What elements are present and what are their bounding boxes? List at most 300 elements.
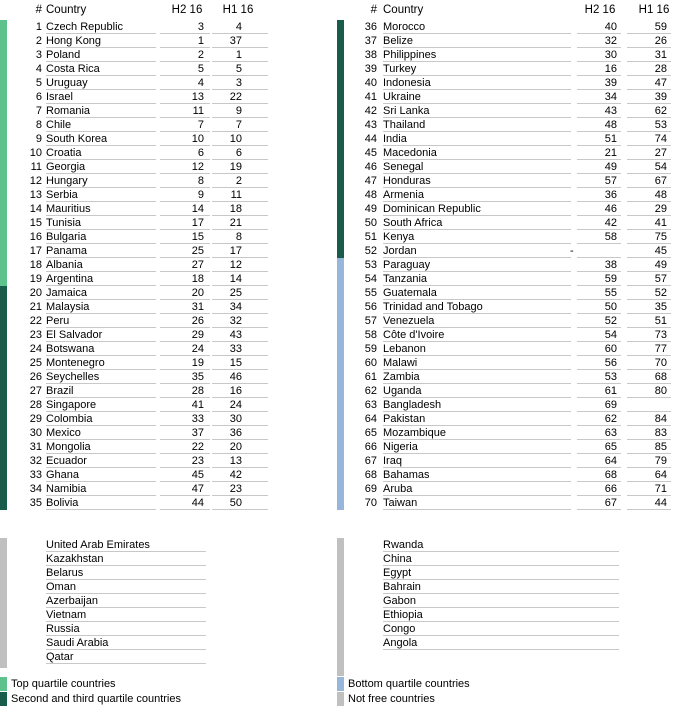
legend-swatch-top xyxy=(0,677,7,691)
h1-16-cell: 73 xyxy=(654,329,667,341)
rank-cell: 57 xyxy=(364,315,377,327)
rank-cell: 33 xyxy=(29,469,42,481)
h1-16-cell: 17 xyxy=(229,245,242,257)
h2-16-cell: 21 xyxy=(604,147,617,159)
country-cell: Romania xyxy=(46,105,91,117)
country-cell: Tanzania xyxy=(383,273,428,285)
h1-16-cell: 68 xyxy=(654,371,667,383)
h1-16-cell: 43 xyxy=(229,329,242,341)
h2-16-cell: 65 xyxy=(604,441,617,453)
h1-16-cell: 42 xyxy=(229,469,242,481)
table-row xyxy=(0,286,270,300)
not-free-country: Oman xyxy=(46,581,76,593)
country-cell: Mexico xyxy=(46,427,81,439)
h2-16-cell: 67 xyxy=(604,497,617,509)
rank-cell: 37 xyxy=(364,35,377,47)
not-free-country: Azerbaijan xyxy=(46,595,98,607)
country-cell: Costa Rica xyxy=(46,63,100,75)
h1-16-cell: 36 xyxy=(229,427,242,439)
country-cell: Uruguay xyxy=(46,77,88,89)
row-divider xyxy=(46,509,156,510)
table-row xyxy=(0,426,270,440)
row-divider xyxy=(383,593,619,594)
table-row xyxy=(337,216,690,230)
rank-cell: 30 xyxy=(29,427,42,439)
table-row xyxy=(337,272,690,286)
h2-16-cell: 8 xyxy=(197,175,204,187)
rank-cell: 46 xyxy=(364,161,377,173)
not-free-country: Angola xyxy=(383,637,418,649)
country-cell: Peru xyxy=(46,315,70,327)
rank-cell: 13 xyxy=(29,189,42,201)
h2-16-cell: 23 xyxy=(191,455,204,467)
table-row xyxy=(337,174,690,188)
h1-16-cell: 33 xyxy=(229,343,242,355)
h2-16-cell: 37 xyxy=(191,427,204,439)
h1-16-cell: 34 xyxy=(229,301,242,313)
rank-cell: 54 xyxy=(364,273,377,285)
h2-16-cell: 22 xyxy=(191,441,204,453)
h2-16-cell: 32 xyxy=(604,35,617,47)
table-row xyxy=(337,132,690,146)
h2-16-cell: - xyxy=(570,245,574,257)
not-free-country: Bahrain xyxy=(383,581,421,593)
table-row xyxy=(337,230,690,244)
table-row xyxy=(337,76,690,90)
table-row xyxy=(0,104,270,118)
h1-16-cell: 84 xyxy=(654,413,667,425)
h2-16-cell: 36 xyxy=(604,189,617,201)
h1-16-cell: 11 xyxy=(230,189,242,201)
h1-16-cell: 37 xyxy=(229,35,242,47)
rank-cell: 65 xyxy=(364,427,377,439)
table-row xyxy=(0,216,270,230)
h1-16-cell: 32 xyxy=(229,315,242,327)
not-free-country: Ethiopia xyxy=(383,609,423,621)
rank-cell: 38 xyxy=(364,49,377,61)
rank-cell: 11 xyxy=(30,161,42,173)
country-cell: Bulgaria xyxy=(46,231,87,243)
country-cell: Poland xyxy=(46,49,81,61)
rank-cell: 55 xyxy=(364,287,377,299)
rank-cell: 23 xyxy=(29,329,42,341)
h1-16-cell: 57 xyxy=(654,273,667,285)
h1-16-cell: 35 xyxy=(654,301,667,313)
country-cell: Albania xyxy=(46,259,83,271)
h2-16-cell: 15 xyxy=(191,231,204,243)
country-cell: Uganda xyxy=(383,385,422,397)
country-cell: Venezuela xyxy=(383,315,435,327)
rank-cell: 18 xyxy=(29,259,42,271)
country-cell: Senegal xyxy=(383,161,424,173)
country-cell: Nigeria xyxy=(383,441,418,453)
table-row xyxy=(0,48,270,62)
table-row xyxy=(337,468,690,482)
rank-cell: 36 xyxy=(364,21,377,33)
country-cell: Thailand xyxy=(383,119,426,131)
row-divider xyxy=(383,509,571,510)
right-ranking-table xyxy=(337,2,690,512)
table-row xyxy=(337,146,690,160)
country-cell: Panama xyxy=(46,245,87,257)
h2-16-cell: 34 xyxy=(604,91,617,103)
h2-16-cell: 52 xyxy=(604,315,617,327)
rank-cell: 27 xyxy=(29,385,42,397)
row-divider xyxy=(383,649,619,650)
country-cell: South Korea xyxy=(46,133,108,145)
table-row xyxy=(0,272,270,286)
rank-cell: 45 xyxy=(364,147,377,159)
country-cell: Mozambique xyxy=(383,427,446,439)
h1-16-cell: 13 xyxy=(229,455,242,467)
table-row xyxy=(0,468,270,482)
country-cell: Czech Republic xyxy=(46,21,124,33)
rank-cell: 20 xyxy=(29,287,42,299)
table-row xyxy=(0,188,270,202)
table-row xyxy=(337,188,690,202)
h1-16-cell: 14 xyxy=(229,273,242,285)
country-cell: Ecuador xyxy=(46,455,87,467)
h1-16-cell: 67 xyxy=(654,175,667,187)
rank-cell: 50 xyxy=(364,217,377,229)
h1-16-cell: 62 xyxy=(654,105,667,117)
country-cell: Colombia xyxy=(46,413,93,425)
h2-16-cell: 20 xyxy=(191,287,204,299)
h1-16-cell: 31 xyxy=(654,49,667,61)
rank-cell: 32 xyxy=(29,455,42,467)
h1-16-cell: 51 xyxy=(654,315,667,327)
rank-cell: 9 xyxy=(35,133,42,145)
table-row xyxy=(337,398,690,412)
rank-cell: 7 xyxy=(35,105,42,117)
h1-16-cell: 12 xyxy=(229,259,242,271)
h1-16-cell: 39 xyxy=(654,91,667,103)
not-free-country: Kazakhstan xyxy=(46,553,104,565)
h2-16-cell: 69 xyxy=(604,399,617,411)
rank-cell: 22 xyxy=(29,315,42,327)
table-row xyxy=(337,118,690,132)
rank-cell: 29 xyxy=(29,413,42,425)
rank-cell: 2 xyxy=(35,35,42,47)
not-free-country: Congo xyxy=(383,623,416,635)
h2-16-cell: 46 xyxy=(604,203,617,215)
row-divider xyxy=(160,509,210,510)
rank-cell: 66 xyxy=(364,441,377,453)
h2-16-cell: 18 xyxy=(191,273,204,285)
h2-16-cell: 28 xyxy=(191,385,204,397)
h1-16-cell: 20 xyxy=(229,441,242,453)
not-free-country: United Arab Emirates xyxy=(46,539,150,551)
table-row xyxy=(337,34,690,48)
country-cell: Dominican Republic xyxy=(383,203,481,215)
rank-cell: 49 xyxy=(364,203,377,215)
table-row xyxy=(337,370,690,384)
table-row xyxy=(0,34,270,48)
h2-16-cell: 43 xyxy=(604,105,617,117)
h1-16-cell: 64 xyxy=(654,469,667,481)
not-free-country: Saudi Arabia xyxy=(46,637,109,649)
table-row xyxy=(0,76,270,90)
row-divider xyxy=(383,565,619,566)
rank-cell: 67 xyxy=(364,455,377,467)
rank-cell: 59 xyxy=(364,343,377,355)
rank-cell: 35 xyxy=(29,497,42,509)
h1-16-cell: 18 xyxy=(229,203,242,215)
h2-16-cell: 27 xyxy=(191,259,204,271)
table-row xyxy=(337,342,690,356)
rank-cell: 47 xyxy=(364,175,377,187)
h1-16-cell: 4 xyxy=(235,21,242,33)
table-row xyxy=(337,258,690,272)
table-row xyxy=(0,482,270,496)
rank-cell: 53 xyxy=(364,259,377,271)
h2-16-cell: 51 xyxy=(604,133,617,145)
country-cell: Georgia xyxy=(46,161,86,173)
h1-16-cell: 19 xyxy=(229,161,242,173)
country-cell: Jordan xyxy=(383,245,417,257)
table-row xyxy=(337,482,690,496)
rank-cell: 25 xyxy=(29,357,42,369)
h1-16-cell: 44 xyxy=(654,497,667,509)
table-row xyxy=(337,48,690,62)
h1-16-cell: 23 xyxy=(229,483,242,495)
country-cell: Lebanon xyxy=(383,343,426,355)
country-cell: Hungary xyxy=(46,175,88,187)
rank-cell: 63 xyxy=(364,399,377,411)
h2-16-cell: 54 xyxy=(604,329,617,341)
h1-16-header: H1 16 xyxy=(638,4,670,16)
h2-16-cell: 45 xyxy=(191,469,204,481)
h1-16-cell: 71 xyxy=(654,483,667,495)
h2-16-cell: 38 xyxy=(604,259,617,271)
table-row xyxy=(337,244,690,258)
h2-16-cell: 66 xyxy=(604,483,617,495)
not-free-country: Qatar xyxy=(46,651,74,663)
h1-16-cell: 8 xyxy=(235,231,242,243)
table-row xyxy=(0,440,270,454)
country-cell: Serbia xyxy=(46,189,78,201)
h1-16-cell: 1 xyxy=(235,49,242,61)
h2-16-cell: 24 xyxy=(191,343,204,355)
legend xyxy=(0,676,690,708)
h2-16-cell: 7 xyxy=(197,119,204,131)
rank-cell: 44 xyxy=(364,133,377,145)
h1-16-cell: 53 xyxy=(654,119,667,131)
h2-16-cell: 31 xyxy=(191,301,204,313)
h2-16-cell: 9 xyxy=(197,189,204,201)
country-cell: Bahamas xyxy=(383,469,430,481)
country-cell: Mongolia xyxy=(46,441,91,453)
table-row xyxy=(337,104,690,118)
row-divider xyxy=(627,509,671,510)
h2-16-cell: 50 xyxy=(604,301,617,313)
legend-swatch-bottom xyxy=(337,677,344,691)
h2-16-cell: 3 xyxy=(197,21,204,33)
country-cell: Malawi xyxy=(383,357,418,369)
country-cell: Zambia xyxy=(383,371,420,383)
table-row xyxy=(337,328,690,342)
country-cell: Argentina xyxy=(46,273,94,285)
h2-16-cell: 60 xyxy=(604,343,617,355)
rank-header: # xyxy=(35,4,42,16)
table-row xyxy=(0,412,270,426)
h2-16-cell: 61 xyxy=(604,385,617,397)
not-free-country: Belarus xyxy=(46,567,84,579)
h2-16-header: H2 16 xyxy=(584,4,616,16)
rank-cell: 42 xyxy=(364,105,377,117)
h2-16-cell: 49 xyxy=(604,161,617,173)
h1-16-cell: 27 xyxy=(654,147,667,159)
country-cell: Sri Lanka xyxy=(383,105,430,117)
country-cell: Kenya xyxy=(383,231,415,243)
h2-16-cell: 40 xyxy=(604,21,617,33)
rank-cell: 58 xyxy=(364,329,377,341)
country-cell: Hong Kong xyxy=(46,35,102,47)
h1-16-cell: 29 xyxy=(654,203,667,215)
table-row xyxy=(0,356,270,370)
rank-cell: 43 xyxy=(364,119,377,131)
table-row xyxy=(0,258,270,272)
table-row xyxy=(0,328,270,342)
not-free-country: China xyxy=(383,553,412,565)
h2-16-cell: 39 xyxy=(604,77,617,89)
table-row xyxy=(0,454,270,468)
rank-cell: 62 xyxy=(364,385,377,397)
country-cell: Macedonia xyxy=(383,147,437,159)
rank-cell: 8 xyxy=(35,119,42,131)
h1-16-cell: 41 xyxy=(654,217,667,229)
h1-16-cell: 9 xyxy=(235,105,242,117)
h1-16-cell: 46 xyxy=(229,371,242,383)
rank-cell: 15 xyxy=(29,217,42,229)
rank-cell: 34 xyxy=(29,483,42,495)
h1-16-cell: 83 xyxy=(654,427,667,439)
row-divider xyxy=(212,509,268,510)
table-row xyxy=(0,174,270,188)
table-row xyxy=(337,384,690,398)
h2-16-cell: 29 xyxy=(191,329,204,341)
country-cell: Morocco xyxy=(383,21,426,33)
row-divider xyxy=(383,635,619,636)
rank-cell: 14 xyxy=(29,203,42,215)
table-row xyxy=(0,398,270,412)
table-row xyxy=(0,384,270,398)
country-cell: Bangladesh xyxy=(383,399,442,411)
h2-16-cell: 63 xyxy=(604,427,617,439)
rank-cell: 1 xyxy=(35,21,42,33)
table-row xyxy=(0,20,270,34)
row-divider xyxy=(46,663,206,664)
h2-16-cell: 30 xyxy=(604,49,617,61)
rank-cell: 21 xyxy=(29,301,42,313)
h1-16-cell: 5 xyxy=(235,63,242,75)
table-row xyxy=(337,314,690,328)
h1-16-header: H1 16 xyxy=(222,4,254,16)
table-row xyxy=(337,426,690,440)
h1-16-cell: 52 xyxy=(654,287,667,299)
h1-16-cell: 7 xyxy=(235,119,242,131)
rank-cell: 64 xyxy=(364,413,377,425)
rank-cell: 12 xyxy=(29,175,42,187)
h1-16-cell: 50 xyxy=(229,497,242,509)
country-cell: Armenia xyxy=(383,189,424,201)
h1-16-cell: 24 xyxy=(229,399,242,411)
h1-16-cell: 54 xyxy=(654,161,667,173)
rank-cell: 48 xyxy=(364,189,377,201)
country-cell: Pakistan xyxy=(383,413,426,425)
rank-cell: 60 xyxy=(364,357,377,369)
country-cell: Iraq xyxy=(383,455,402,467)
rank-cell: 70 xyxy=(364,497,377,509)
h2-16-cell: 64 xyxy=(604,455,617,467)
rank-cell: 56 xyxy=(364,301,377,313)
rank-cell: 28 xyxy=(29,399,42,411)
h2-16-cell: 35 xyxy=(191,371,204,383)
h1-16-cell: 48 xyxy=(654,189,667,201)
table-row xyxy=(337,356,690,370)
table-row xyxy=(337,20,690,34)
table-row xyxy=(0,202,270,216)
table-row xyxy=(337,300,690,314)
h1-16-cell: 49 xyxy=(654,259,667,271)
table-row xyxy=(337,90,690,104)
legend-swatch-second-third xyxy=(0,692,7,706)
h2-16-cell: 57 xyxy=(604,175,617,187)
h2-16-cell: 42 xyxy=(604,217,617,229)
table-row xyxy=(0,244,270,258)
table-row xyxy=(0,146,270,160)
h1-16-cell: 10 xyxy=(229,133,242,145)
h2-16-cell: 53 xyxy=(604,371,617,383)
table-row xyxy=(0,370,270,384)
not-free-list-right xyxy=(337,538,637,668)
rank-header: # xyxy=(370,4,377,16)
left-ranking-table xyxy=(0,2,270,512)
h1-16-cell: 85 xyxy=(654,441,667,453)
h2-16-cell: 33 xyxy=(191,413,204,425)
h2-16-cell: 4 xyxy=(197,77,204,89)
h1-16-cell: 21 xyxy=(229,217,242,229)
table-row xyxy=(0,62,270,76)
rank-cell: 31 xyxy=(29,441,42,453)
country-cell: Bolivia xyxy=(46,497,79,509)
legend-label-not-free: Not free countries xyxy=(348,693,435,705)
rank-cell: 10 xyxy=(29,147,42,159)
table-row xyxy=(0,496,270,510)
table-row xyxy=(0,342,270,356)
rank-cell: 40 xyxy=(364,77,377,89)
table-row xyxy=(0,118,270,132)
h1-16-cell: 30 xyxy=(229,413,242,425)
table-row xyxy=(337,202,690,216)
country-cell: India xyxy=(383,133,407,145)
h2-16-cell: 47 xyxy=(191,483,204,495)
country-cell: Brazil xyxy=(46,385,74,397)
h1-16-cell: 15 xyxy=(229,357,242,369)
rank-cell: 17 xyxy=(29,245,42,257)
h2-16-cell: 41 xyxy=(191,399,204,411)
table-row xyxy=(337,454,690,468)
country-cell: Indonesia xyxy=(383,77,431,89)
h2-16-cell: 48 xyxy=(604,119,617,131)
h1-16-cell: 6 xyxy=(235,147,242,159)
country-cell: Mauritius xyxy=(46,203,91,215)
not-free-country: Russia xyxy=(46,623,80,635)
table-row xyxy=(337,286,690,300)
not-free-country: Egypt xyxy=(383,567,412,579)
h1-16-cell: 47 xyxy=(654,77,667,89)
country-cell: Montenegro xyxy=(46,357,105,369)
